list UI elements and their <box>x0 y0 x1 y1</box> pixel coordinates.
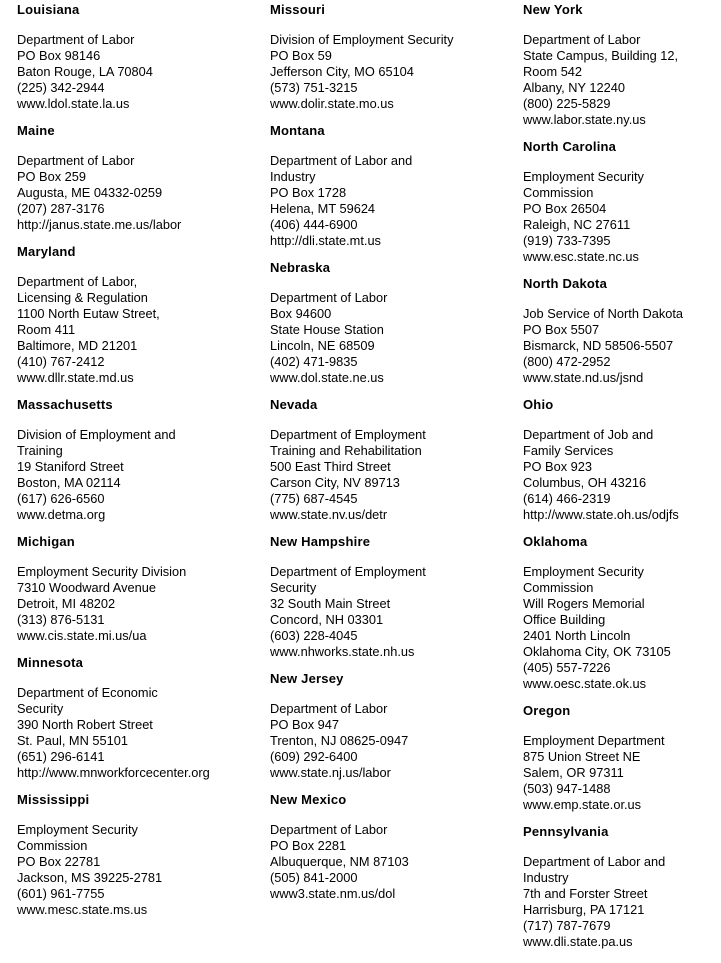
directory-columns <box>17 2 721 961</box>
address-line: PO Box 98146 <box>17 48 101 63</box>
state-entry <box>523 397 711 523</box>
address-line: Baton Rouge, LA 70804 <box>17 64 153 79</box>
state-heading: New Mexico <box>270 792 347 807</box>
address-line: Boston, MA 02114 <box>17 475 121 490</box>
address-line: Family Services <box>523 443 614 458</box>
address-line: Security <box>270 580 317 595</box>
address-line: 7310 Woodward Avenue <box>17 580 156 595</box>
address-line: Helena, MT 59624 <box>270 201 376 216</box>
address-line: Box 94600 <box>270 306 332 321</box>
address-line: PO Box 923 <box>523 459 593 474</box>
url-line: www.dolir.state.mo.us <box>270 96 394 111</box>
state-heading: North Carolina <box>523 139 617 154</box>
state-entry <box>523 276 711 386</box>
phone-line: (609) 292-6400 <box>270 749 358 764</box>
address-line: Department of Economic <box>17 685 158 700</box>
phone-line: (505) 841-2000 <box>270 870 358 885</box>
state-heading: Maine <box>17 123 55 138</box>
address-line: Room 542 <box>523 64 583 79</box>
address-line: Commission <box>523 185 594 200</box>
address-line: Columbus, OH 43216 <box>523 475 647 490</box>
state-entry <box>270 397 513 523</box>
address-line: Oklahoma City, OK 73105 <box>523 644 671 659</box>
address-line: PO Box 5507 <box>523 322 600 337</box>
url-line: www.dol.state.ne.us <box>270 370 384 385</box>
address-line: Lincoln, NE 68509 <box>270 338 375 353</box>
address-line: 32 South Main Street <box>270 596 391 611</box>
state-heading: New Jersey <box>270 671 344 686</box>
state-heading: Ohio <box>523 397 554 412</box>
address-line: Department of Labor <box>523 32 641 47</box>
address-line: Job Service of North Dakota <box>523 306 684 321</box>
state-entry <box>270 792 513 902</box>
url-line: www.dli.state.pa.us <box>523 934 633 949</box>
address-line: 7th and Forster Street <box>523 886 648 901</box>
address-line: Department of Labor <box>17 153 135 168</box>
state-entry <box>523 2 711 128</box>
state-entry <box>17 244 260 386</box>
address-line: Department of Labor <box>270 701 388 716</box>
address-line: Department of Employment <box>270 564 426 579</box>
address-line: Commission <box>17 838 88 853</box>
address-line: Will Rogers Memorial <box>523 596 645 611</box>
state-heading: Michigan <box>17 534 75 549</box>
state-heading: Oregon <box>523 703 571 718</box>
state-entry <box>17 534 260 644</box>
address-line: PO Box 947 <box>270 717 340 732</box>
address-line: Augusta, ME 04332-0259 <box>17 185 163 200</box>
state-heading: Nevada <box>270 397 318 412</box>
state-heading: Minnesota <box>17 655 84 670</box>
state-entry <box>523 534 711 692</box>
state-entry <box>17 792 260 918</box>
state-entry <box>17 397 260 523</box>
state-entry <box>17 2 260 112</box>
address-line: PO Box 22781 <box>17 854 101 869</box>
phone-line: (410) 767-2412 <box>17 354 105 369</box>
address-line: 1100 North Eutaw Street, <box>17 306 160 321</box>
state-heading: Maryland <box>17 244 76 259</box>
address-line: PO Box 1728 <box>270 185 347 200</box>
phone-line: (402) 471-9835 <box>270 354 358 369</box>
address-line: Baltimore, MD 21201 <box>17 338 138 353</box>
url-line: http://dli.state.mt.us <box>270 233 381 248</box>
phone-line: (601) 961-7755 <box>17 886 105 901</box>
phone-line: (573) 751-3215 <box>270 80 358 95</box>
phone-line: (406) 444-6900 <box>270 217 358 232</box>
address-line: Training and Rehabilitation <box>270 443 422 458</box>
address-line: PO Box 2281 <box>270 838 347 853</box>
phone-line: (651) 296-6141 <box>17 749 105 764</box>
url-line: www.mesc.state.ms.us <box>17 902 148 917</box>
url-line: www.emp.state.or.us <box>523 797 642 812</box>
phone-line: (313) 876-5131 <box>17 612 105 627</box>
phone-line: (800) 225-5829 <box>523 96 611 111</box>
url-line: www.nhworks.state.nh.us <box>270 644 415 659</box>
address-line: 19 Staniford Street <box>17 459 124 474</box>
url-line: www.ldol.state.la.us <box>17 96 130 111</box>
address-line: Harrisburg, PA 17121 <box>523 902 645 917</box>
address-line: Employment Security <box>523 169 644 184</box>
url-line: www.detma.org <box>17 507 106 522</box>
address-line: Department of Labor <box>17 32 135 47</box>
phone-line: (405) 557-7226 <box>523 660 611 675</box>
phone-line: (225) 342-2944 <box>17 80 105 95</box>
address-line: PO Box 59 <box>270 48 332 63</box>
address-line: Employment Department <box>523 733 665 748</box>
phone-line: (919) 733-7395 <box>523 233 611 248</box>
address-line: Carson City, NV 89713 <box>270 475 400 490</box>
address-line: State Campus, Building 12, <box>523 48 679 63</box>
url-line: www.oesc.state.ok.us <box>523 676 647 691</box>
directory-column-right <box>523 2 721 961</box>
address-line: PO Box 259 <box>17 169 87 184</box>
phone-line: (614) 466-2319 <box>523 491 611 506</box>
address-line: Office Building <box>523 612 606 627</box>
address-line: 500 East Third Street <box>270 459 391 474</box>
url-line: http://www.state.oh.us/odjfs <box>523 507 679 522</box>
address-line: Department of Labor, <box>17 274 138 289</box>
address-line: Training <box>17 443 63 458</box>
address-line: Employment Security <box>523 564 644 579</box>
url-line: www.dllr.state.md.us <box>17 370 134 385</box>
address-line: Industry <box>270 169 316 184</box>
address-line: 2401 North Lincoln <box>523 628 631 643</box>
state-heading: Massachusetts <box>17 397 113 412</box>
address-line: Department of Labor <box>270 822 388 837</box>
state-heading: New York <box>523 2 583 17</box>
address-line: Industry <box>523 870 569 885</box>
address-line: 390 North Robert Street <box>17 717 153 732</box>
address-line: PO Box 26504 <box>523 201 607 216</box>
address-line: Salem, OR 97311 <box>523 765 624 780</box>
address-line: Albany, NY 12240 <box>523 80 625 95</box>
state-entry <box>523 824 711 950</box>
address-line: St. Paul, MN 55101 <box>17 733 128 748</box>
state-entry <box>270 671 513 781</box>
address-line: Department of Job and <box>523 427 654 442</box>
address-line: Commission <box>523 580 594 595</box>
phone-line: (775) 687-4545 <box>270 491 358 506</box>
state-heading: Pennsylvania <box>523 824 609 839</box>
url-line: http://www.mnworkforcecenter.org <box>17 765 210 780</box>
state-heading: Missouri <box>270 2 326 17</box>
url-line: www.cis.state.mi.us/ua <box>17 628 147 643</box>
state-entry <box>17 123 260 233</box>
address-line: Department of Employment <box>270 427 426 442</box>
address-line: Department of Labor <box>270 290 388 305</box>
url-line: http://janus.state.me.us/labor <box>17 217 182 232</box>
address-line: 875 Union Street NE <box>523 749 641 764</box>
state-entry <box>270 260 513 386</box>
url-line: www.state.nj.us/labor <box>270 765 391 780</box>
url-line: www3.state.nm.us/dol <box>270 886 396 901</box>
address-line: Concord, NH 03301 <box>270 612 384 627</box>
address-line: Division of Employment Security <box>270 32 454 47</box>
address-line: Employment Security <box>17 822 138 837</box>
state-heading: North Dakota <box>523 276 608 291</box>
phone-line: (503) 947-1488 <box>523 781 611 796</box>
address-line: Bismarck, ND 58506-5507 <box>523 338 674 353</box>
address-line: Trenton, NJ 08625-0947 <box>270 733 409 748</box>
address-line: Detroit, MI 48202 <box>17 596 116 611</box>
address-line: Albuquerque, NM 87103 <box>270 854 409 869</box>
address-line: Raleigh, NC 27611 <box>523 217 631 232</box>
address-line: Room 411 <box>17 322 76 337</box>
state-heading: Louisiana <box>17 2 80 17</box>
directory-column-left <box>17 2 270 929</box>
address-line: Licensing & Regulation <box>17 290 148 305</box>
url-line: www.labor.state.ny.us <box>523 112 646 127</box>
phone-line: (603) 228-4045 <box>270 628 358 643</box>
url-line: www.esc.state.nc.us <box>523 249 639 264</box>
state-entry <box>523 139 711 265</box>
phone-line: (717) 787-7679 <box>523 918 611 933</box>
state-entry <box>270 534 513 660</box>
phone-line: (207) 287-3176 <box>17 201 105 216</box>
state-entry <box>270 123 513 249</box>
state-heading: Mississippi <box>17 792 90 807</box>
url-line: www.state.nd.us/jsnd <box>523 370 644 385</box>
address-line: Department of Labor and <box>270 153 413 168</box>
address-line: Security <box>17 701 64 716</box>
state-heading: Montana <box>270 123 325 138</box>
state-entry <box>270 2 513 112</box>
address-line: Division of Employment and <box>17 427 176 442</box>
state-entry <box>523 703 711 813</box>
state-heading: New Hampshire <box>270 534 371 549</box>
address-line: Employment Security Division <box>17 564 187 579</box>
directory-column-middle <box>270 2 523 913</box>
state-heading: Nebraska <box>270 260 331 275</box>
phone-line: (617) 626-6560 <box>17 491 105 506</box>
url-line: www.state.nv.us/detr <box>270 507 388 522</box>
address-line: Department of Labor and <box>523 854 666 869</box>
address-line: State House Station <box>270 322 384 337</box>
state-heading: Oklahoma <box>523 534 588 549</box>
state-entry <box>17 655 260 781</box>
address-line: Jackson, MS 39225-2781 <box>17 870 163 885</box>
phone-line: (800) 472-2952 <box>523 354 611 369</box>
address-line: Jefferson City, MO 65104 <box>270 64 414 79</box>
